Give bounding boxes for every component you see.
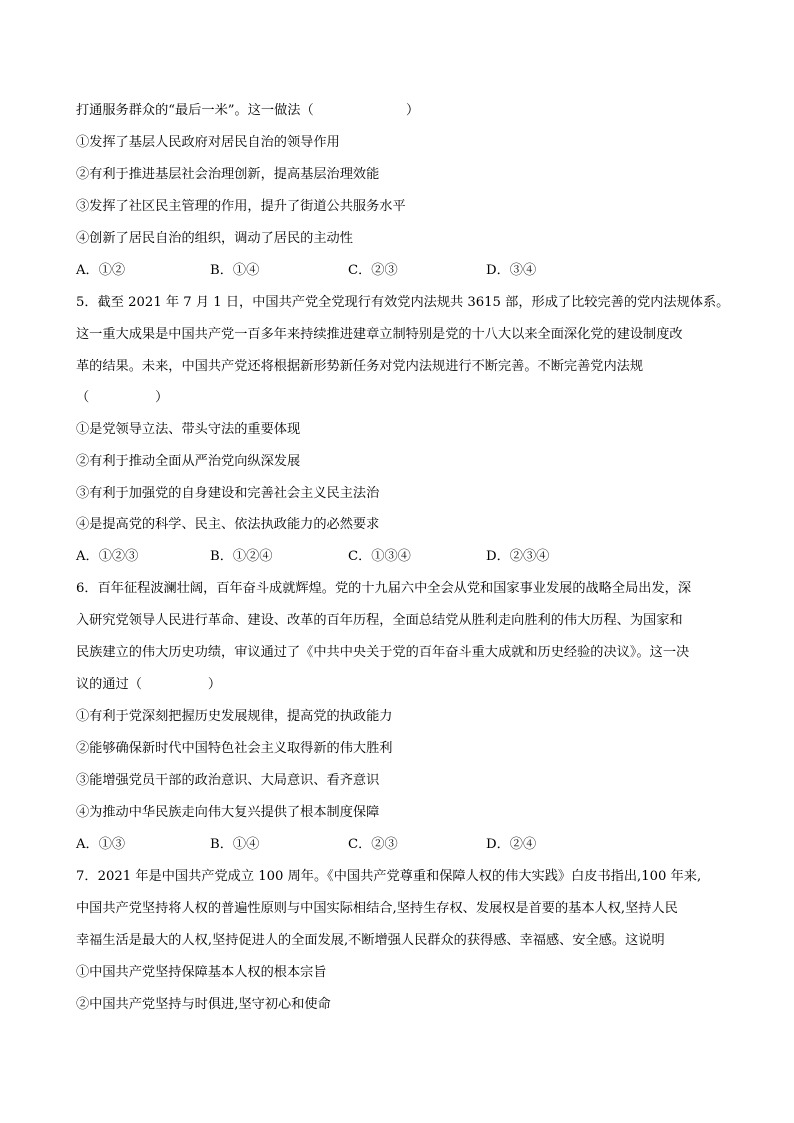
q5-stem-line-4: （ ） xyxy=(76,390,169,405)
q4-option-c[interactable]: C．②③ xyxy=(348,263,398,278)
q5-item-2: ②有利于推动全面从严治党向纵深发展 xyxy=(76,454,301,469)
q5-item-1: ①是党领导立法、带头守法的重要体现 xyxy=(76,422,301,437)
q4-item-3: ③发挥了社区民主管理的作用，提升了街道公共服务水平 xyxy=(76,199,406,214)
q6-option-c[interactable]: C．②③ xyxy=(348,837,398,852)
q6-stem-line-3: 民族建立的伟大历史功绩，审议通过了《中共中央关于党的百年奋斗重大成就和历史经验的决议》。这一决 xyxy=(76,645,690,660)
q7-stem-line-2: 中国共产党坚持将人权的普遍性原则与中国实际相结合,坚持生存权、发展权是首要的基本人权,坚持人民 xyxy=(76,901,678,916)
q6-item-1: ①有利于党深刻把握历史发展规律，提高党的执政能力 xyxy=(76,709,393,724)
q5-stem-line-2: 这一重大成果是中国共产党一百多年来持续推进建章立制特别是党的十八大以来全面深化党的建设制度改 xyxy=(76,327,683,342)
q5-stem-line-1: 5．截至 2021 年 7 月 1 日，中国共产党全党现行有效党内法规共 3615 部，形成了比较完善的党内法规体系。 xyxy=(76,295,730,310)
q6-item-2: ②能够确保新时代中国特色社会主义取得新的伟大胜利 xyxy=(76,741,393,756)
q4-options xyxy=(76,262,716,280)
q4-item-1: ①发挥了基层人民政府对居民自治的领导作用 xyxy=(76,135,340,150)
q5-option-b[interactable]: B．①②④ xyxy=(210,549,273,564)
q6-stem-line-2: 入研究党领导人民进行革命、建设、改革的百年历程，全面总结党从胜利走向胜利的伟大历程、为国家和 xyxy=(76,613,683,628)
q5-option-a[interactable]: A．①②③ xyxy=(76,549,139,564)
q5-option-d[interactable]: D．②③④ xyxy=(486,549,550,564)
q7-stem-line-3: 幸福生活是最大的人权,坚持促进人的全面发展,不断增强人民群众的获得感、幸福感、安全感。这说明 xyxy=(76,933,665,948)
q6-item-3: ③能增强党员干部的政治意识、大局意识、看齐意识 xyxy=(76,773,380,788)
q7-item-2: ②中国共产党坚持与时俱进,坚守初心和使命 xyxy=(76,997,331,1012)
q5-option-c[interactable]: C．①③④ xyxy=(348,549,411,564)
q7-item-1: ①中国共产党坚持保障基本人权的根本宗旨 xyxy=(76,965,327,980)
q6-options xyxy=(76,836,716,854)
q4-option-d[interactable]: D．③④ xyxy=(486,263,537,278)
q6-option-d[interactable]: D．②④ xyxy=(486,837,537,852)
q5-options xyxy=(76,548,716,566)
q6-option-a[interactable]: A．①③ xyxy=(76,837,126,852)
q4-option-a[interactable]: A．①② xyxy=(76,263,126,278)
q4-item-4: ④创新了居民自治的组织，调动了居民的主动性 xyxy=(76,231,353,246)
q4-item-2: ②有利于推进基层社会治理创新，提高基层治理效能 xyxy=(76,167,380,182)
q5-item-3: ③有利于加强党的自身建设和完善社会主义民主法治 xyxy=(76,486,380,501)
q5-item-4: ④是提高党的科学、民主、依法执政能力的必然要求 xyxy=(76,517,380,532)
q5-stem-line-3: 革的结果。未来，中国共产党还将根据新形势新任务对党内法规进行不断完善。不断完善党内法规 xyxy=(76,359,644,374)
q6-option-b[interactable]: B．①④ xyxy=(210,837,260,852)
q4-stem-end: 打通服务群众的“最后一米”。这一做法（ ） xyxy=(76,103,420,118)
q7-stem-line-1: 7．2021 年是中国共产党成立 100 周年。《中国共产党尊重和保障人权的伟大实践》白皮书指出,100 年来, xyxy=(76,869,702,884)
q6-item-4: ④为推动中华民族走向伟大复兴提供了根本制度保障 xyxy=(76,805,380,820)
q6-stem-line-1: 6．百年征程波澜壮阔，百年奋斗成就辉煌。党的十九届六中全会从党和国家事业发展的战略全局出发，深 xyxy=(76,581,692,596)
q4-option-b[interactable]: B．①④ xyxy=(210,263,260,278)
q6-stem-line-4: 议的通过（ ） xyxy=(76,677,222,692)
